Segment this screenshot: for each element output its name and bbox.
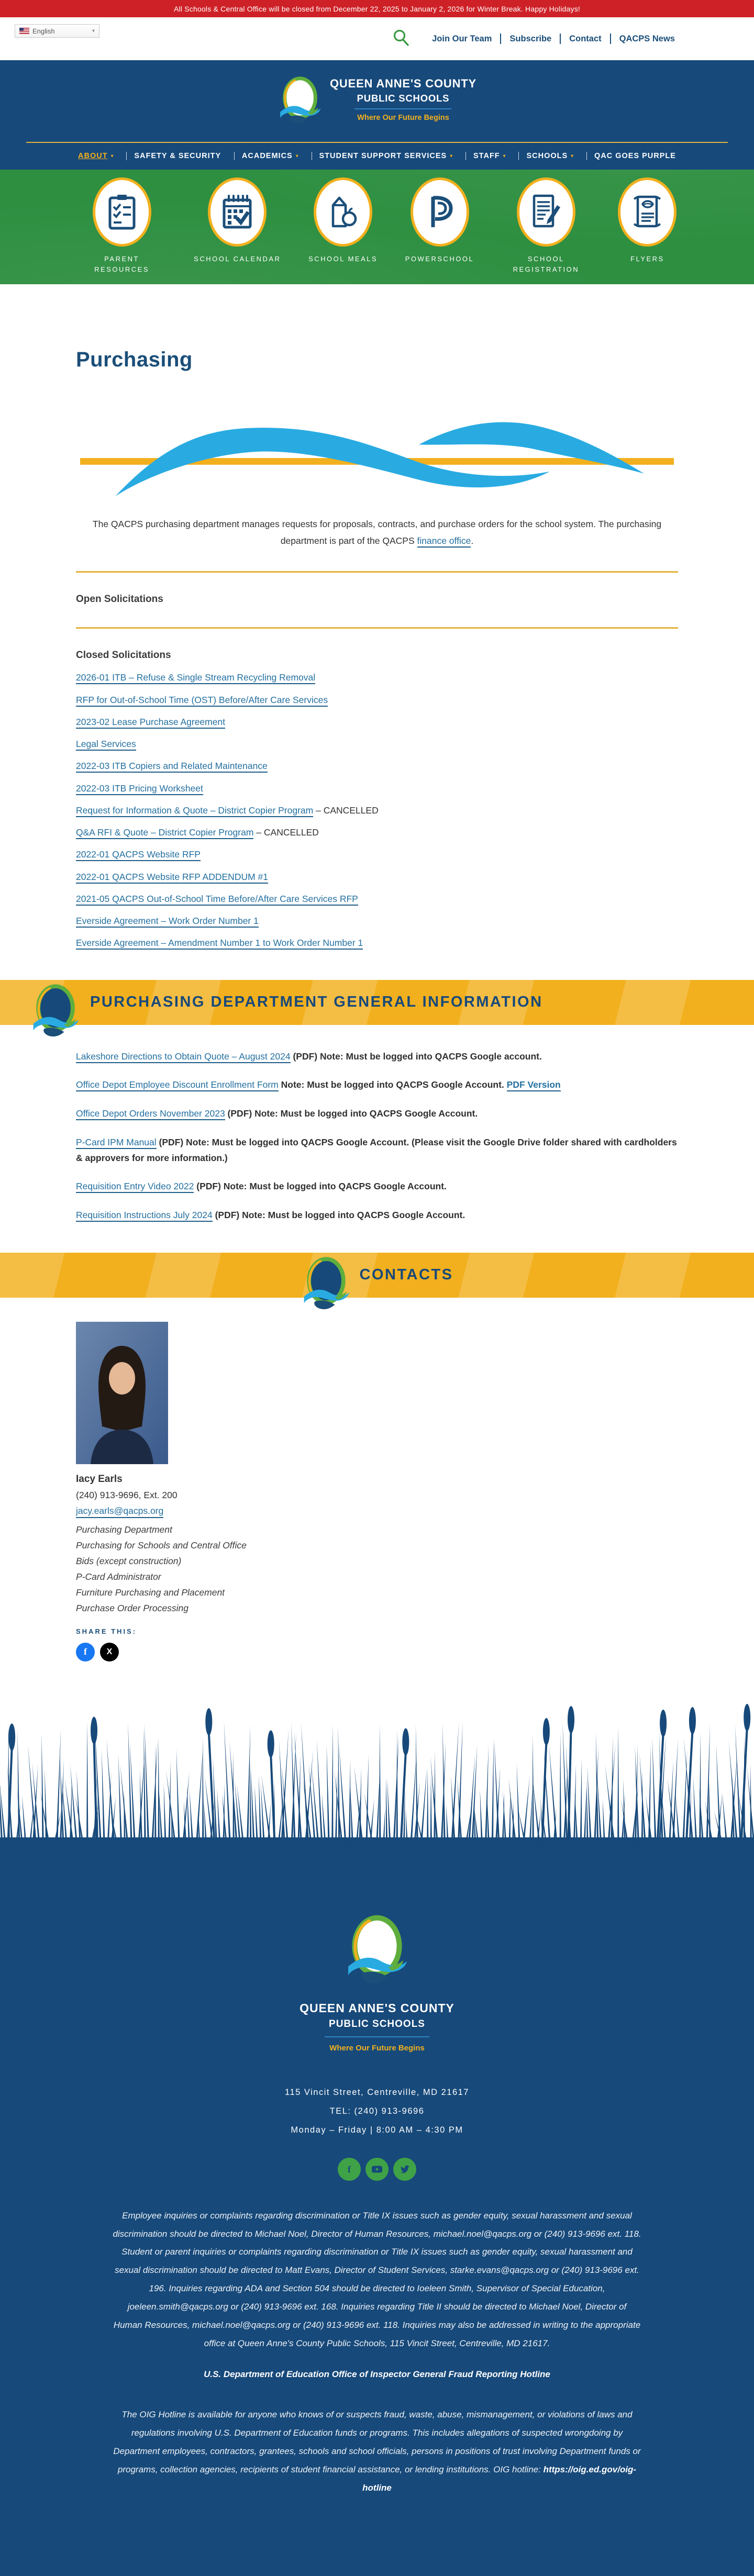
quick-link-school-meals[interactable] [308, 177, 378, 264]
closed-solicitation-link[interactable]: 2023-02 Lease Purchase Agreement [76, 717, 225, 729]
intro-paragraph: The QACPS purchasing department manages requests for proposals, contracts, and purchase orders for the school system. The purchasing department is part of the QACPS finance office. [76, 516, 678, 549]
quick-link-flyers[interactable] [618, 177, 677, 264]
x-icon[interactable]: X [100, 1643, 119, 1661]
closed-solicitation-item [76, 761, 678, 771]
nav-link[interactable]: STUDENT SUPPORT SERVICES [319, 152, 447, 160]
quick-links-band [0, 170, 754, 284]
nav-item[interactable] [586, 152, 683, 160]
document-link[interactable]: Office Depot Employee Discount Enrollment Form [76, 1079, 279, 1091]
main-nav-list [71, 143, 683, 170]
footer-spacer [0, 2497, 754, 2576]
utility-link[interactable]: Join Our Team [432, 34, 492, 43]
utility-bar [0, 17, 754, 60]
share-buttons [76, 1643, 678, 1661]
general-info-item [76, 1208, 678, 1223]
general-info-item [76, 1049, 678, 1065]
flyers-sheet-icon [618, 177, 677, 247]
search-icon[interactable] [392, 29, 410, 49]
closed-solicitation-link[interactable]: 2022-03 ITB Pricing Worksheet [76, 783, 203, 795]
closed-solicitation-item [76, 828, 678, 838]
registration-pencil-icon [517, 177, 575, 247]
document-link[interactable]: Requisition Instructions July 2024 [76, 1210, 213, 1222]
note-text: (PDF) Note: Must be logged into QACPS Google Account. (Please visit the Google Drive folder shared with cardholders & approvers for more information.) [76, 1136, 677, 1163]
closed-solicitation-item [76, 695, 678, 705]
nav-item[interactable] [465, 152, 513, 160]
footer-brand-divider [325, 2036, 429, 2037]
document-link[interactable]: PDF Version [507, 1079, 561, 1091]
closed-solicitation-item [76, 673, 678, 683]
closed-solicitation-link[interactable]: RFP for Out-of-School Time (OST) Before/After Care Services [76, 695, 328, 707]
quick-link-label: FLYERS [630, 255, 664, 263]
closed-solicitation-link[interactable]: Legal Services [76, 739, 136, 751]
site-header [0, 60, 754, 170]
quick-link-label: SCHOOL CALENDAR [194, 255, 281, 263]
contacts-banner [0, 1253, 754, 1298]
document-link[interactable]: Requisition Entry Video 2022 [76, 1181, 194, 1193]
language-label: English [32, 27, 55, 35]
us-flag-icon [19, 28, 29, 34]
contact-email-link[interactable]: jacy.earls@qacps.org [76, 1506, 163, 1518]
quick-link-label: POWERSCHOOL [405, 255, 474, 263]
footer-brand-line1: QUEEN ANNE'S COUNTY [300, 2001, 454, 2015]
qacps-logo [301, 1245, 351, 1305]
intro-text: The QACPS purchasing department manages requests for proposals, contracts, and purchase orders for the school system. The purchasing department is part of the QACPS [92, 519, 662, 546]
qacps-logo [278, 73, 323, 126]
general-info-item [76, 1135, 678, 1166]
contact-role: Purchasing Department [76, 1524, 172, 1535]
cancelled-note: – CANCELLED [313, 805, 379, 816]
qacps-logo [345, 1980, 409, 1989]
chevron-down-icon: ▾ [571, 153, 574, 159]
footer-address: 115 Vincit Street, Centreville, MD 21617 [285, 2087, 469, 2097]
contact-role: Furniture Purchasing and Placement [76, 1587, 225, 1598]
gold-divider [76, 627, 678, 629]
nav-link[interactable]: QAC GOES PURPLE [594, 152, 676, 160]
quick-link-parent-resources[interactable] [77, 177, 167, 275]
footer-tel: TEL: (240) 913-9696 [329, 2106, 425, 2116]
main-content [76, 348, 678, 948]
general-info-title: PURCHASING DEPARTMENT GENERAL INFORMATION [90, 994, 543, 1011]
brand-divider [354, 108, 451, 109]
footer-brand-line2: PUBLIC SCHOOLS [329, 2018, 425, 2029]
main-nav-wrap [26, 142, 728, 170]
closed-solicitation-link[interactable]: Request for Information & Quote – District Copier Program [76, 805, 313, 817]
general-info-banner [0, 980, 754, 1025]
footer-address-block [0, 2083, 754, 2140]
nav-link[interactable]: ACADEMICS [241, 152, 293, 160]
oig-hotline-link[interactable]: https://oig.ed.gov/oig-hotline [362, 2464, 637, 2493]
open-solicitations-heading: Open Solicitations [76, 594, 163, 605]
nav-item[interactable] [71, 152, 121, 160]
gold-divider [76, 571, 678, 573]
quick-link-label: SCHOOL MEALS [308, 255, 378, 263]
alert-text: All Schools & Central Office will be closed from December 22, 2025 to January 2, 2026 for Winter Break. Happy Holidays! [173, 4, 580, 13]
general-info-item [76, 1179, 678, 1195]
note-text: (PDF) Note: Must be logged into QACPS Google account. [290, 1051, 542, 1062]
nav-item[interactable] [518, 152, 581, 160]
closed-solicitation-item [76, 717, 678, 727]
closed-solicitation-link[interactable]: Everside Agreement – Amendment Number 1 to Work Order Number 1 [76, 938, 363, 950]
contact-photo [76, 1322, 168, 1464]
language-selector[interactable] [15, 24, 99, 38]
general-info-item [76, 1106, 678, 1122]
youtube-icon[interactable] [365, 2158, 389, 2181]
clipboard-checklist-icon [93, 177, 151, 247]
utility-link[interactable]: Subscribe [500, 34, 560, 44]
chevron-down-icon: ▾ [92, 28, 95, 34]
nav-link[interactable]: SAFETY & SECURITY [134, 152, 221, 160]
chevron-down-icon: ▾ [110, 153, 114, 159]
quick-link-label: PARENT RESOURCES [94, 255, 149, 274]
document-link[interactable]: P-Card IPM Manual [76, 1137, 157, 1149]
footer-legal-paragraph: Employee inquiries or complaints regarding discrimination or Title IX issues such as gender equity, sexual harassment and sexual discrimination should be directed to Michael Noel, Director of Human Resources, michael.noel@qacps.org or (240) 913-9696 ext. 118. Student or parent inquiries or complaints regarding discrimination or Title IX issues such as gender equity, sexual harassment and sexual discrimination should be directed to Matt Evans, Director of Student Services, starke.evans@qacps.org or (240) 913-9696 ext. 196. Inquiries regarding ADA and Section 504 should be directed to Ioeleen Smith, Supervisor of Special Education, joeleen.smith@qacps.org or (240) 913-9696 ext. 168. Inquiries regarding Title II should be directed to Michael Noel, Director of Human Resources, michael.noel@qacps.org or (240) 913-9696 ext. 118. Inquiries may also be addressed in writing to the appropriate office at Queen Anne's County Public Schools, 115 Vincit Street, Centreville, MD 21617. [113, 2210, 641, 2348]
site-footer [0, 1859, 754, 2576]
brand-tagline: Where Our Future Begins [357, 114, 449, 122]
utility-link[interactable]: QACPS News [610, 34, 683, 44]
svg-text:f: f [348, 2164, 351, 2174]
meal-carton-apple-icon [314, 177, 372, 247]
note-text: Note: Must be logged into QACPS Google Account. [278, 1079, 507, 1090]
closed-solicitation-item [76, 894, 678, 904]
brand-name-line2: PUBLIC SCHOOLS [357, 93, 450, 104]
alert-banner [0, 0, 754, 17]
finance-office-link[interactable]: finance office [417, 536, 471, 548]
contact-role: Bids (except construction) [76, 1555, 182, 1566]
footer-brand-tagline: Where Our Future Begins [329, 2043, 425, 2053]
facebook-icon[interactable] [338, 2158, 361, 2181]
closed-solicitations-list [76, 673, 678, 948]
closed-solicitation-link[interactable]: 2021-05 QACPS Out-of-School Time Before/After Care Services RFP [76, 894, 358, 906]
contact-role: P-Card Administrator [76, 1571, 161, 1582]
footer-hours: Monday – Friday | 8:00 AM – 4:30 PM [291, 2125, 463, 2135]
footer-oig-paragraph: The OIG Hotline is available for anyone who knows of or suspects fraud, waste, abuse, mismanagement, or violations of laws and regulations involving U.S. Department of Education funds or programs. This includes allegations of suspected wrongdoing by Department employees, contractors, grantees, schools and school officials, persons in positions of trust involving Department funds or programs, collection agencies, recipients of student financial assistance, or lending institutions. OIG hotline: https://oig.ed.gov/oig-hotline [113, 2410, 641, 2493]
contact-name: Iacy Earls [76, 1473, 123, 1485]
chevron-down-icon: ▾ [450, 153, 453, 159]
brand-name-line1: QUEEN ANNE'S COUNTY [330, 77, 476, 90]
facebook-icon[interactable]: f [76, 1643, 95, 1661]
chevron-down-icon: ▾ [503, 153, 506, 159]
closed-solicitation-item [76, 872, 678, 882]
document-link[interactable]: Office Depot Orders November 2023 [76, 1108, 225, 1120]
footer-hotline-title: U.S. Department of Education Office of Inspector General Fraud Reporting Hotline [204, 2369, 550, 2380]
contact-role: Purchasing for Schools and Central Office [76, 1540, 247, 1551]
chevron-down-icon: ▾ [295, 153, 298, 159]
closed-solicitations-heading: Closed Solicitations [76, 650, 171, 661]
closed-solicitation-link[interactable]: Everside Agreement – Work Order Number 1 [76, 916, 259, 928]
closed-solicitation-link[interactable]: 2022-03 ITB Copiers and Related Maintenance [76, 761, 268, 773]
quick-link-school-registration[interactable] [502, 177, 591, 275]
note-text: (PDF) Note: Must be logged into QACPS Google Account. [212, 1210, 465, 1221]
contacts-title: CONTACTS [359, 1266, 453, 1284]
general-info-list [76, 1049, 678, 1223]
quick-links-row [50, 177, 704, 275]
cancelled-note: – CANCELLED [253, 827, 319, 838]
page-title: Purchasing [76, 348, 193, 372]
document-link[interactable]: Lakeshore Directions to Obtain Quote – August 2024 [76, 1051, 291, 1063]
closed-solicitation-item [76, 850, 678, 860]
contact-card [76, 1322, 678, 1661]
share-this-label: SHARE THIS: [76, 1627, 137, 1635]
quick-link-label: SCHOOL REGISTRATION [513, 255, 580, 274]
nav-item[interactable] [312, 152, 460, 160]
closed-solicitation-item [76, 806, 678, 816]
nav-link[interactable]: SCHOOLS [526, 152, 568, 160]
closed-solicitation-item [76, 916, 678, 926]
marsh-grass-graphic [0, 1697, 754, 1859]
note-text: (PDF) Note: Must be logged into QACPS Google Account. [194, 1181, 447, 1192]
contact-phone: (240) 913-9696, Ext. 200 [76, 1489, 178, 1500]
calendar-check-icon [208, 177, 267, 247]
wave-divider-graphic [76, 415, 678, 503]
powerschool-p-icon [411, 177, 469, 247]
nav-link[interactable]: STAFF [473, 152, 500, 160]
nav-link[interactable]: ABOUT [78, 152, 108, 160]
nav-item[interactable] [126, 152, 228, 160]
utility-links [424, 34, 683, 44]
closed-solicitation-link[interactable]: 2022-01 QACPS Website RFP ADDENDUM #1 [76, 872, 268, 884]
closed-solicitation-item [76, 739, 678, 749]
note-text: (PDF) Note: Must be logged into QACPS Google Account. [225, 1108, 478, 1119]
utility-link[interactable]: Contact [560, 34, 609, 44]
general-info-item [76, 1077, 678, 1093]
footer-social-row [0, 2158, 754, 2181]
closed-solicitation-item [76, 784, 678, 794]
contact-role: Purchase Order Processing [76, 1602, 188, 1613]
contact-roles-list [76, 1524, 678, 1614]
closed-solicitation-item [76, 938, 678, 948]
qacps-logo [30, 973, 81, 1032]
brand-text [330, 77, 476, 122]
nav-item[interactable] [234, 152, 306, 160]
twitter-icon[interactable] [393, 2158, 416, 2181]
closed-solicitation-link[interactable]: 2022-01 QACPS Website RFP [76, 849, 201, 861]
quick-link-school-calendar[interactable] [194, 177, 281, 264]
quick-link-powerschool[interactable] [405, 177, 474, 264]
closed-solicitation-link[interactable]: 2026-01 ITB – Refuse & Single Stream Recycling Removal [76, 672, 315, 684]
closed-solicitation-link[interactable]: Q&A RFI & Quote – District Copier Program [76, 827, 253, 839]
